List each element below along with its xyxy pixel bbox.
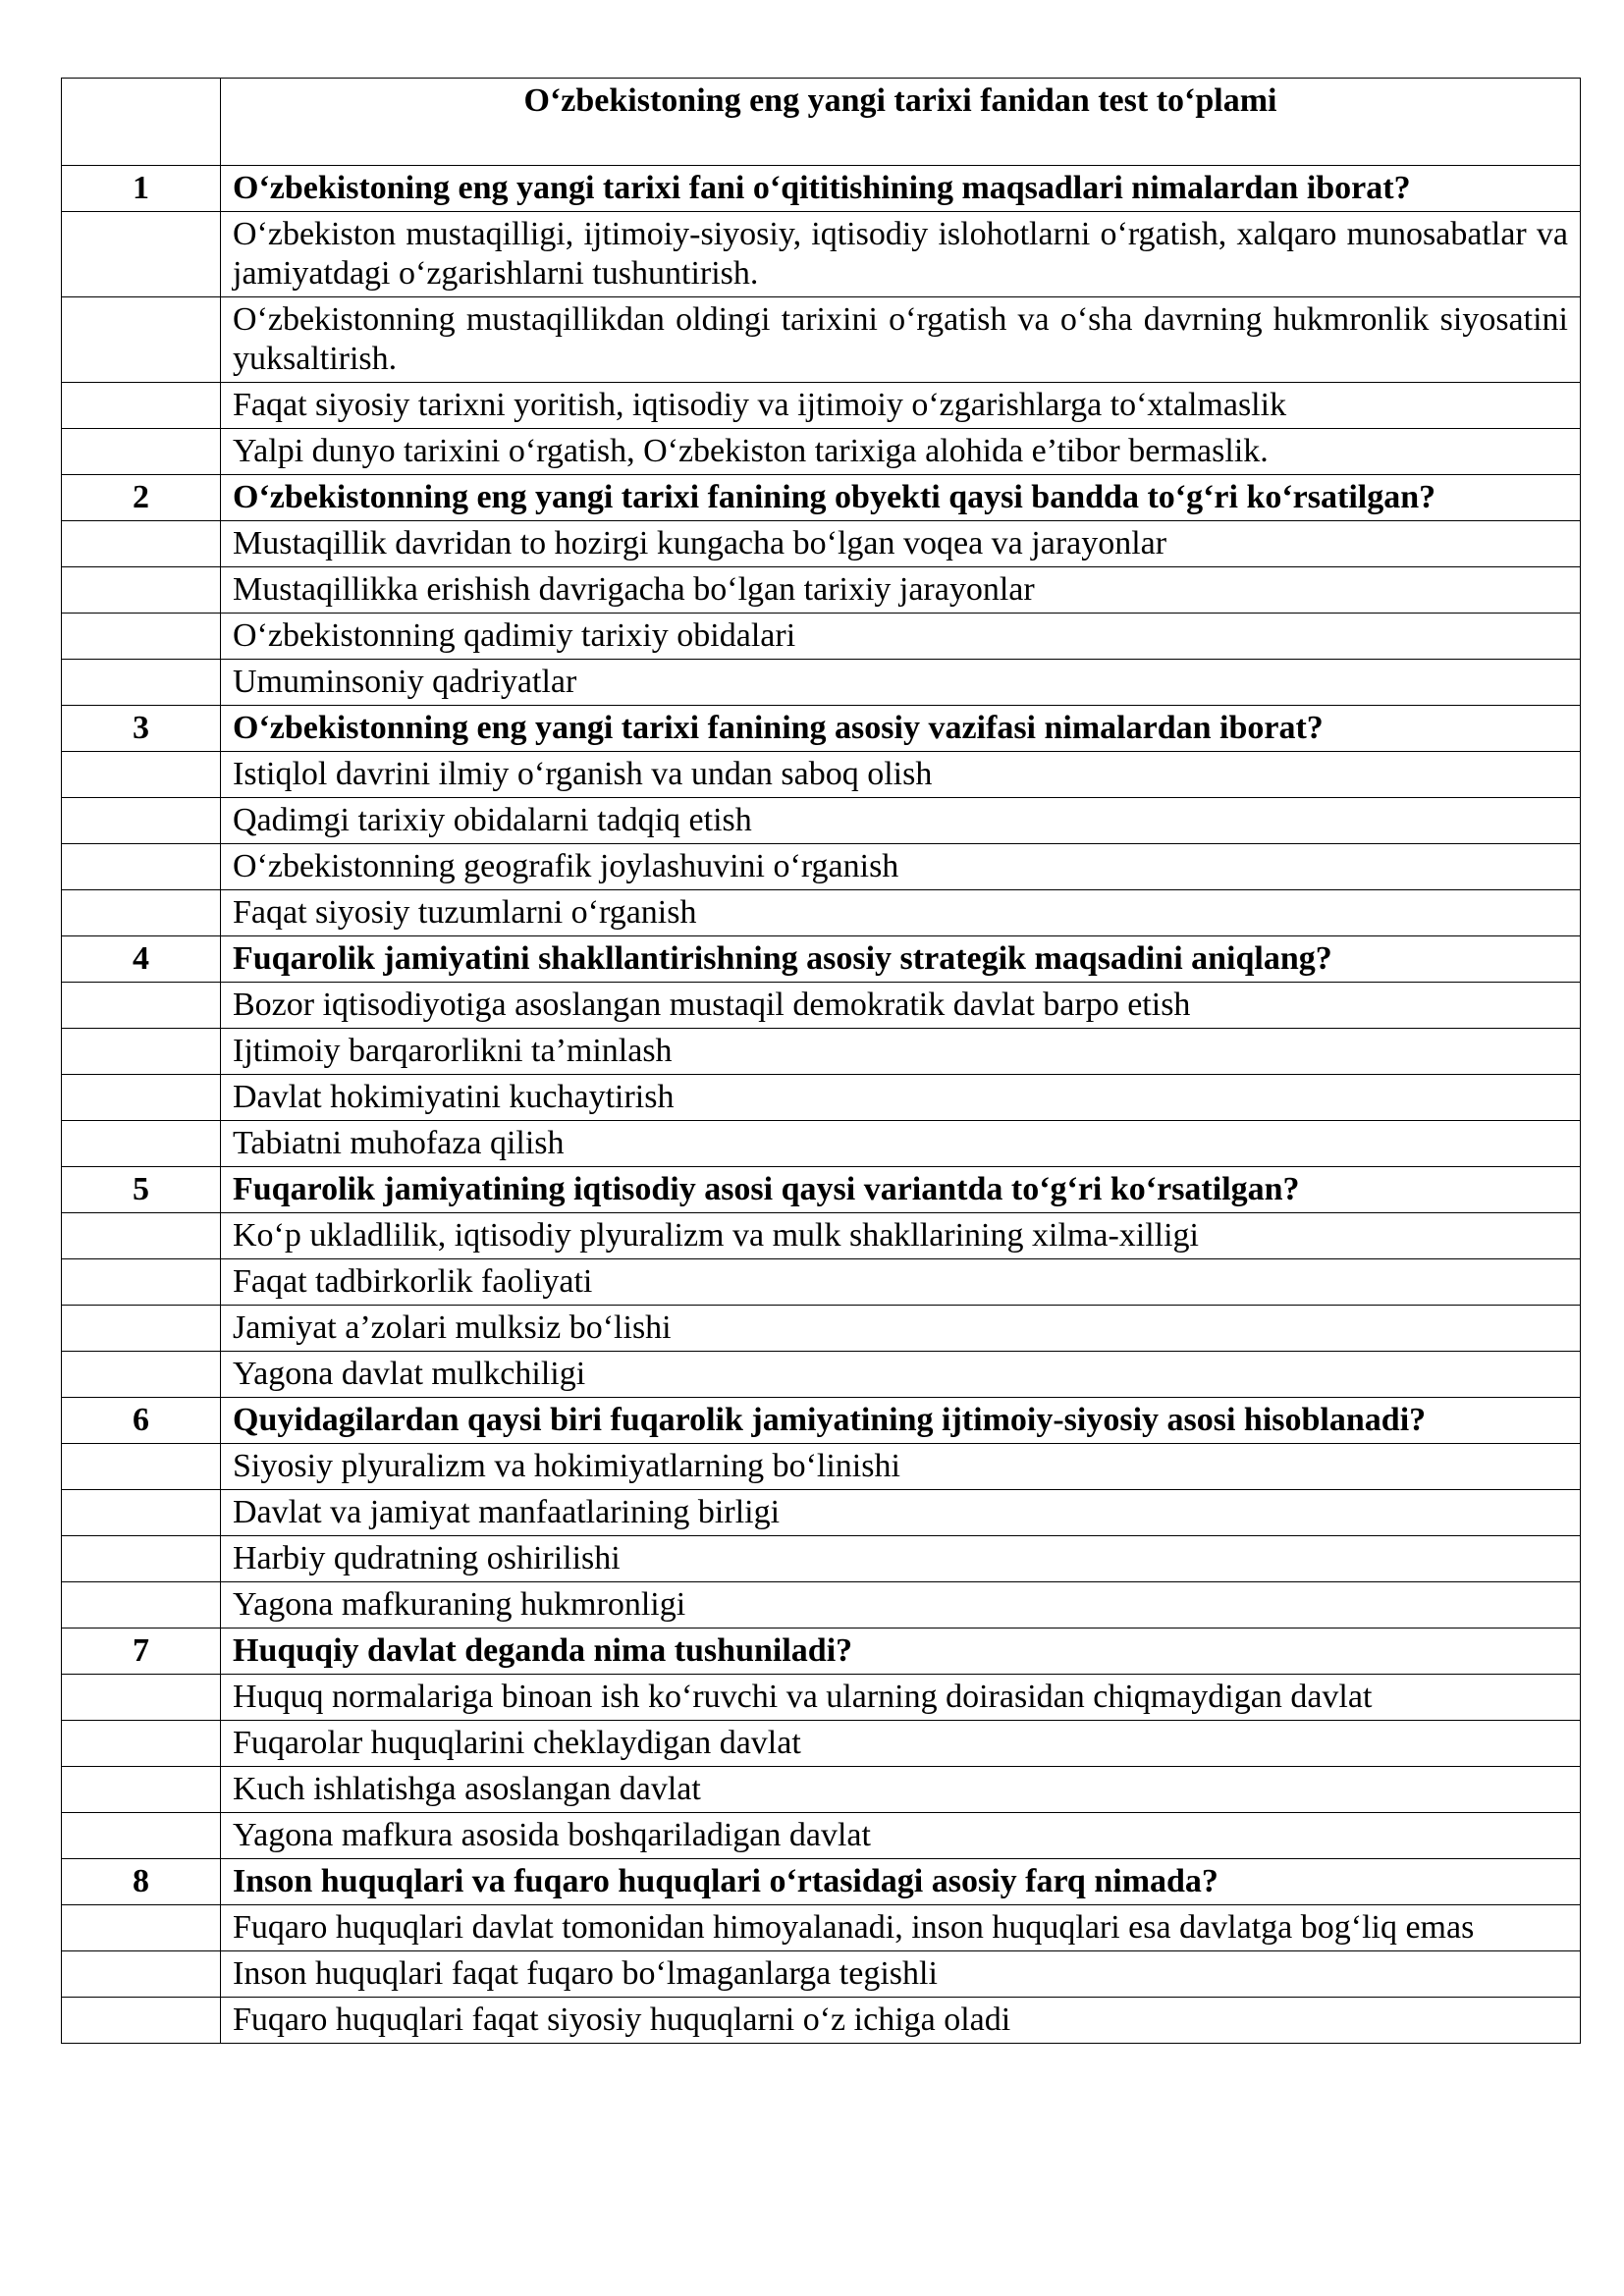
answer-option-row: [62, 1998, 1581, 2044]
option-number-cell: [62, 1352, 221, 1398]
answer-option-row: [62, 1075, 1581, 1121]
option-number-cell: [62, 567, 221, 614]
question-text: Quyidagilardan qaysi biri fuqarolik jamiyatining ijtimoiy-siyosiy asosi hisoblanadi?: [221, 1398, 1581, 1444]
answer-option-row: [62, 1121, 1581, 1167]
question-text: O‘zbekistonning eng yangi tarixi fanining obyekti qaysi bandda to‘g‘ri ko‘rsatilgan?: [221, 475, 1581, 521]
quiz-table: [61, 78, 1581, 2044]
question-number: 6: [62, 1398, 221, 1444]
option-number-cell: [62, 983, 221, 1029]
option-number-cell: [62, 1582, 221, 1629]
option-number-cell: [62, 1490, 221, 1536]
answer-option: Faqat siyosiy tuzumlarni o‘rganish: [221, 890, 1581, 936]
answer-option-row: [62, 983, 1581, 1029]
answer-option: Fuqaro huquqlari davlat tomonidan himoyalanadi, inson huquqlari esa davlatga bog‘liq emas: [221, 1905, 1581, 1951]
answer-option-row: [62, 297, 1581, 383]
question-row: [62, 706, 1581, 752]
answer-option: O‘zbekistonning qadimiy tarixiy obidalari: [221, 614, 1581, 660]
option-number-cell: [62, 752, 221, 798]
option-number-cell: [62, 1905, 221, 1951]
answer-option-row: [62, 660, 1581, 706]
answer-option-row: [62, 521, 1581, 567]
answer-option-row: [62, 212, 1581, 297]
answer-option: Yagona davlat mulkchiligi: [221, 1352, 1581, 1398]
answer-option-row: [62, 1536, 1581, 1582]
question-text: Fuqarolik jamiyatining iqtisodiy asosi qaysi variantda to‘g‘ri ko‘rsatilgan?: [221, 1167, 1581, 1213]
question-text: Inson huquqlari va fuqaro huquqlari o‘rtasidagi asosiy farq nimada?: [221, 1859, 1581, 1905]
header-row: [62, 79, 1581, 166]
answer-option-row: [62, 1213, 1581, 1259]
answer-option: Ko‘p ukladlilik, iqtisodiy plyuralizm va mulk shakllarining xilma-xilligi: [221, 1213, 1581, 1259]
option-number-cell: [62, 614, 221, 660]
answer-option: Inson huquqlari faqat fuqaro bo‘lmaganlarga tegishli: [221, 1951, 1581, 1998]
answer-option-row: [62, 1259, 1581, 1306]
question-text: O‘zbekistoning eng yangi tarixi fani o‘qititishining maqsadlari nimalardan iborat?: [221, 166, 1581, 212]
answer-option: O‘zbekistonning mustaqillikdan oldingi tarixini o‘rgatish va o‘sha davrning hukmronlik siyosatini yuksaltirish.: [221, 297, 1581, 383]
answer-option-row: [62, 1767, 1581, 1813]
option-number-cell: [62, 1721, 221, 1767]
question-row: [62, 936, 1581, 983]
answer-option-row: [62, 1444, 1581, 1490]
answer-option-row: [62, 1951, 1581, 1998]
answer-option-row: [62, 1905, 1581, 1951]
answer-option-row: [62, 1813, 1581, 1859]
answer-option: Jamiyat a’zolari mulksiz bo‘lishi: [221, 1306, 1581, 1352]
answer-option: Huquq normalariga binoan ish ko‘ruvchi va ularning doirasidan chiqmaydigan davlat: [221, 1675, 1581, 1721]
answer-option: Siyosiy plyuralizm va hokimiyatlarning bo‘linishi: [221, 1444, 1581, 1490]
answer-option: Tabiatni muhofaza qilish: [221, 1121, 1581, 1167]
answer-option-row: [62, 844, 1581, 890]
option-number-cell: [62, 383, 221, 429]
answer-option: Bozor iqtisodiyotiga asoslangan mustaqil demokratik davlat barpo etish: [221, 983, 1581, 1029]
option-number-cell: [62, 1213, 221, 1259]
option-number-cell: [62, 1306, 221, 1352]
question-row: [62, 475, 1581, 521]
option-number-cell: [62, 521, 221, 567]
answer-option-row: [62, 890, 1581, 936]
question-row: [62, 166, 1581, 212]
answer-option-row: [62, 752, 1581, 798]
answer-option: Kuch ishlatishga asoslangan davlat: [221, 1767, 1581, 1813]
answer-option-row: [62, 1490, 1581, 1536]
answer-option-row: [62, 383, 1581, 429]
question-row: [62, 1629, 1581, 1675]
question-number: 3: [62, 706, 221, 752]
question-text: Fuqarolik jamiyatini shakllantirishning asosiy strategik maqsadini aniqlang?: [221, 936, 1581, 983]
option-number-cell: [62, 1675, 221, 1721]
answer-option: Faqat siyosiy tarixni yoritish, iqtisodiy va ijtimoiy o‘zgarishlarga to‘xtalmaslik: [221, 383, 1581, 429]
option-number-cell: [62, 429, 221, 475]
answer-option-row: [62, 1306, 1581, 1352]
option-number-cell: [62, 1075, 221, 1121]
answer-option-row: [62, 1029, 1581, 1075]
answer-option: O‘zbekiston mustaqilligi, ijtimoiy-siyosiy, iqtisodiy islohotlarni o‘rgatish, xalqaro munosabatlar va jamiyatdagi o‘zgarishlarni tushuntirish.: [221, 212, 1581, 297]
answer-option-row: [62, 567, 1581, 614]
header-number-cell: [62, 79, 221, 166]
answer-option-row: [62, 1582, 1581, 1629]
question-number: 8: [62, 1859, 221, 1905]
option-number-cell: [62, 212, 221, 297]
option-number-cell: [62, 660, 221, 706]
option-number-cell: [62, 844, 221, 890]
answer-option: Yagona mafkuraning hukmronligi: [221, 1582, 1581, 1629]
option-number-cell: [62, 1121, 221, 1167]
answer-option: Qadimgi tarixiy obidalarni tadqiq etish: [221, 798, 1581, 844]
question-number: 4: [62, 936, 221, 983]
answer-option-row: [62, 1352, 1581, 1398]
answer-option: Faqat tadbirkorlik faoliyati: [221, 1259, 1581, 1306]
answer-option: Mustaqillik davridan to hozirgi kungacha bo‘lgan voqea va jarayonlar: [221, 521, 1581, 567]
answer-option: Umuminsoniy qadriyatlar: [221, 660, 1581, 706]
option-number-cell: [62, 890, 221, 936]
answer-option: O‘zbekistonning geografik joylashuvini o‘rganish: [221, 844, 1581, 890]
answer-option: Yagona mafkura asosida boshqariladigan davlat: [221, 1813, 1581, 1859]
answer-option: Istiqlol davrini ilmiy o‘rganish va undan saboq olish: [221, 752, 1581, 798]
question-row: [62, 1167, 1581, 1213]
option-number-cell: [62, 798, 221, 844]
answer-option: Ijtimoiy barqarorlikni ta’minlash: [221, 1029, 1581, 1075]
answer-option-row: [62, 1675, 1581, 1721]
option-number-cell: [62, 1536, 221, 1582]
quiz-table-body: [62, 79, 1581, 2044]
answer-option-row: [62, 798, 1581, 844]
option-number-cell: [62, 1998, 221, 2044]
question-number: 7: [62, 1629, 221, 1675]
answer-option: Fuqaro huquqlari faqat siyosiy huquqlarni o‘z ichiga oladi: [221, 1998, 1581, 2044]
option-number-cell: [62, 1029, 221, 1075]
answer-option: Davlat va jamiyat manfaatlarining birligi: [221, 1490, 1581, 1536]
answer-option-row: [62, 614, 1581, 660]
page-title: O‘zbekistoning eng yangi tarixi fanidan test to‘plami: [221, 79, 1581, 166]
option-number-cell: [62, 1444, 221, 1490]
question-text: O‘zbekistonning eng yangi tarixi fanining asosiy vazifasi nimalardan iborat?: [221, 706, 1581, 752]
answer-option-row: [62, 429, 1581, 475]
question-number: 5: [62, 1167, 221, 1213]
answer-option-row: [62, 1721, 1581, 1767]
option-number-cell: [62, 297, 221, 383]
answer-option: Harbiy qudratning oshirilishi: [221, 1536, 1581, 1582]
answer-option: Mustaqillikka erishish davrigacha bo‘lgan tarixiy jarayonlar: [221, 567, 1581, 614]
question-row: [62, 1398, 1581, 1444]
option-number-cell: [62, 1813, 221, 1859]
option-number-cell: [62, 1767, 221, 1813]
question-number: 2: [62, 475, 221, 521]
option-number-cell: [62, 1259, 221, 1306]
question-text: Huquqiy davlat deganda nima tushuniladi?: [221, 1629, 1581, 1675]
answer-option: Fuqarolar huquqlarini cheklaydigan davlat: [221, 1721, 1581, 1767]
option-number-cell: [62, 1951, 221, 1998]
question-number: 1: [62, 166, 221, 212]
answer-option: Davlat hokimiyatini kuchaytirish: [221, 1075, 1581, 1121]
question-row: [62, 1859, 1581, 1905]
answer-option: Yalpi dunyo tarixini o‘rgatish, O‘zbekiston tarixiga alohida e’tibor bermaslik.: [221, 429, 1581, 475]
